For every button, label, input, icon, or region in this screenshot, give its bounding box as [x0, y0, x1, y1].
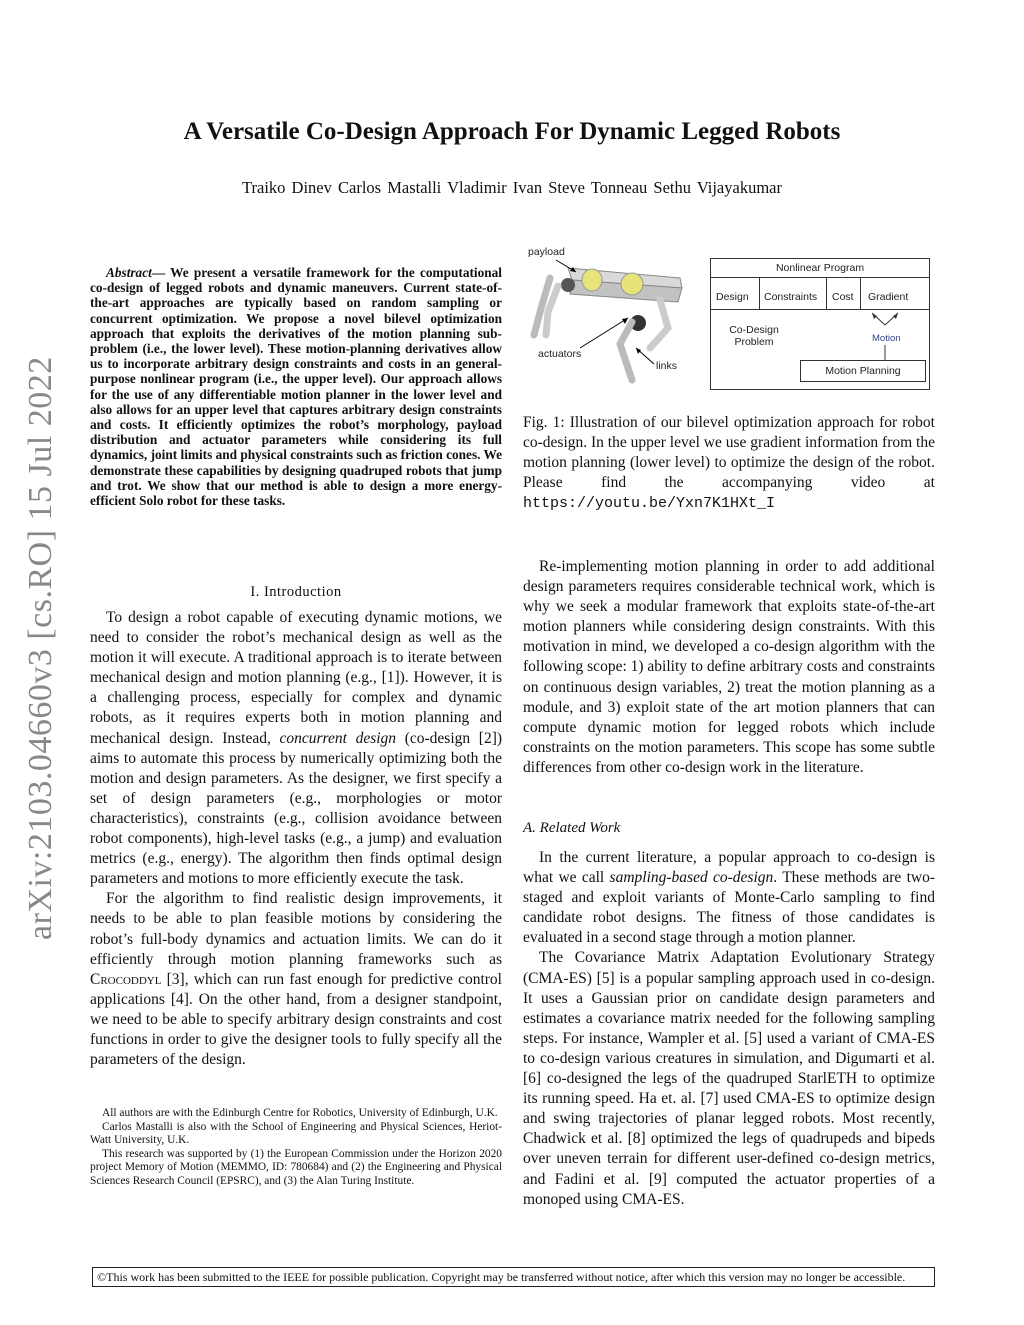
- codesign-problem-label: Co-Design Problem: [729, 324, 779, 348]
- footnote: All authors are with the Edinburgh Centre for Robotics, University of Edinburgh, U.K.: [102, 1107, 498, 1119]
- paragraph: The Covariance Matrix Adaptation Evolutionary Strategy (CMA-ES) [5] is a popular sampling approach used in co-design. It uses a Gaussian prior on candidate design parameters and estimates a covariance matrix needed for the following sampling steps. For instance, Wampler et al. [5] used a variant of CMA-ES to co-design various creatures in simulation, and Digumarti et al. [6] co-designed the legs of the quadruped StarlETH to optimize its running speed. Ha et. al. [7] used CMA-ES to optimize design and swing trajectories of planar legged robots. Most recently, Chadwick et al. [8] optimized the legs of quadrupeds and bipeds over uneven terrain for different user-defined co-design metrics, and Fadini et al. [9] computed the actuator properties of a monoped using CMA-ES.: [523, 949, 935, 1208]
- motion-planning-box: Motion Planning: [800, 360, 926, 382]
- video-link[interactable]: https://youtu.be/Yxn7K1HXt_I: [523, 495, 776, 513]
- arxiv-stamp: arXiv:2103.04660v3 [cs.RO] 15 Jul 2022: [22, 356, 59, 940]
- footnotes: [90, 1107, 502, 1189]
- section-heading-introduction: I. Introduction: [250, 584, 342, 600]
- design-label: Design: [716, 291, 749, 303]
- constraints-label: Constraints: [764, 291, 818, 303]
- intro-paragraph-1: To design a robot capable of executing dynamic motions, we need to consider the robot’s mechanical design as well as the motion it will execute. A traditional approach is to iterate between mechanical design and motion planning (e.g., [1]). However, it is a challenging process, especially for complex and dynamic robots, as it requires experts both in motion planning and mechanical design. Instead, concurrent design (co-design [2]) aims to automate this process by numerically optimizing both the motion and design parameters. As the designer, we first specify a set of design parameters (e.g., morphologies or motor characteristics), constraints (e.g., collision avoidance between robot components), high-level tasks (e.g., a jump) and evaluation metrics (e.g., energy). The algorithm then finds optimal design parameters and motions to more efficiently execute the task.: [90, 609, 503, 888]
- right-body-2: [523, 848, 935, 1210]
- nonlinear-program-box: Nonlinear Program: [710, 258, 930, 278]
- copyright-notice: ©This work has been submitted to the IEEE for possible publication. Copyright may be transferred without notice, after which this version may no longer be accessible.: [92, 1267, 935, 1287]
- paper-title: A Versatile Co-Design Approach For Dynamic Legged Robots: [183, 118, 841, 145]
- payload-label: payload: [528, 246, 565, 258]
- gradient-label: Gradient: [868, 291, 909, 303]
- intro-body: [90, 608, 502, 1070]
- footnote: This research was supported by (1) the European Commission under the Horizon 2020 project Memory of Motion (MEMMO, ID: 780684) and (2) the Engineering and Physical Sciences Research Council (EPSRC), and (3) the Alan Turing Institute.: [90, 1147, 502, 1187]
- motion-label: Motion: [872, 333, 901, 344]
- author-list: Traiko Dinev Carlos Mastalli Vladimir Ivan Steve Tonneau Sethu Vijayakumar: [242, 178, 782, 197]
- subsection-related-work: A. Related Work: [523, 820, 621, 836]
- abstract-text: We present a versatile framework for the computational co-design of legged robots and dynamic maneuvers. Current state-of-the-art approaches are typically based on random sampling or concurrent optimization. We propose a novel bilevel optimization approach that exploits the derivatives of the motion planning sub-problem (i.e., the lower level). These motion-planning derivatives allow us to incorporate arbitrary design constraints and costs in an general-purpose nonlinear program (i.e., the upper level). Our approach allows for the use of any differentiable motion planner in the lower level and also allows for an upper level that captures arbitrary design constraints and costs. It efficiently optimizes the robot’s morphology, payload distribution and actuator parameters while considering its full dynamics, joint limits and physical constraints such as friction cones. We demonstrate these capabilities by designing quadruped robots that jump and trot. We show that our method is able to design a more energy-efficient Solo robot for these tasks.: [90, 265, 503, 509]
- cost-label: Cost: [832, 291, 854, 303]
- figure-1: [520, 240, 940, 400]
- right-body-1: [523, 557, 935, 778]
- actuators-label: actuators: [538, 348, 582, 360]
- figure-caption: Fig. 1: Illustration of our bilevel optimization approach for robot co-design. In the upper level we use gradient information from the motion planning (lower level) to optimize the design of the robot. Please find the accompanying video at https://youtu.be/Yxn7K1HXt_I: [523, 414, 935, 513]
- abstract-label: Abstract: [106, 265, 152, 280]
- robot-illustration: [520, 240, 710, 400]
- footnote: Carlos Mastalli is also with the School of Engineering and Physical Sciences, Heriot-Watt University, U.K.: [90, 1120, 502, 1147]
- paragraph: In the current literature, a popular approach to co-design is what we call sampling-based co-design. These methods are two-staged and exploit variants of Monte-Carlo sampling to find candidate robot designs. The fitness of those candidates is evaluated in a second stage through a motion planner.: [523, 849, 936, 947]
- links-label: links: [656, 360, 678, 372]
- abstract: Abstract— We present a versatile framework for the computational co-design of legged robots and dynamic maneuvers. Current state-of-the-art approaches are typically based on random sampling or concurrent optimization. We propose a novel bilevel optimization approach that exploits the derivatives of the motion planning sub-problem (i.e., the lower level). These motion-planning derivatives allow us to incorporate arbitrary design constraints and costs in an general-purpose nonlinear program (i.e., the upper level). Our approach allows for the use of any differentiable motion planner in the lower level and also allows for an upper level that captures arbitrary design constraints and costs. It efficiently optimizes the robot’s morphology, payload distribution and actuator parameters while considering its full dynamics, joint limits and physical constraints such as friction cones. We demonstrate these capabilities by designing quadruped robots that jump and trot. We show that our method is able to design a more energy-efficient Solo robot for these tasks.: [90, 265, 503, 509]
- paragraph: Re-implementing motion planning in order to add additional design parameters requires considerable technical work, which is why we seek a modular framework that exploits state-of-the-art motion planners while considering design constraints. With this motivation in mind, we developed a co-design algorithm with the following scope: 1) ability to define arbitrary costs and constraints on continuous design variables, 2) treat the motion planning as a module, and 3) exploit state of the art motion planners that can compute dynamic motion for legged robots which include constraints on the motion parameters. This scope has some subtle differences from other co-design work in the literature.: [523, 558, 935, 776]
- intro-paragraph-2: For the algorithm to find realistic design improvements, it needs to be able to plan feasible motions by considering the robot’s full-body dynamics and actuation limits. We can do it efficiently through motion planning frameworks such as Crocoddyl [3], which can run fast enough for predictive control applications [4]. On the other hand, from a designer standpoint, we need to be able to specify arbitrary design constraints and cost functions in order to give the designer tools to fully specify all the parameters of the design.: [90, 890, 502, 1069]
